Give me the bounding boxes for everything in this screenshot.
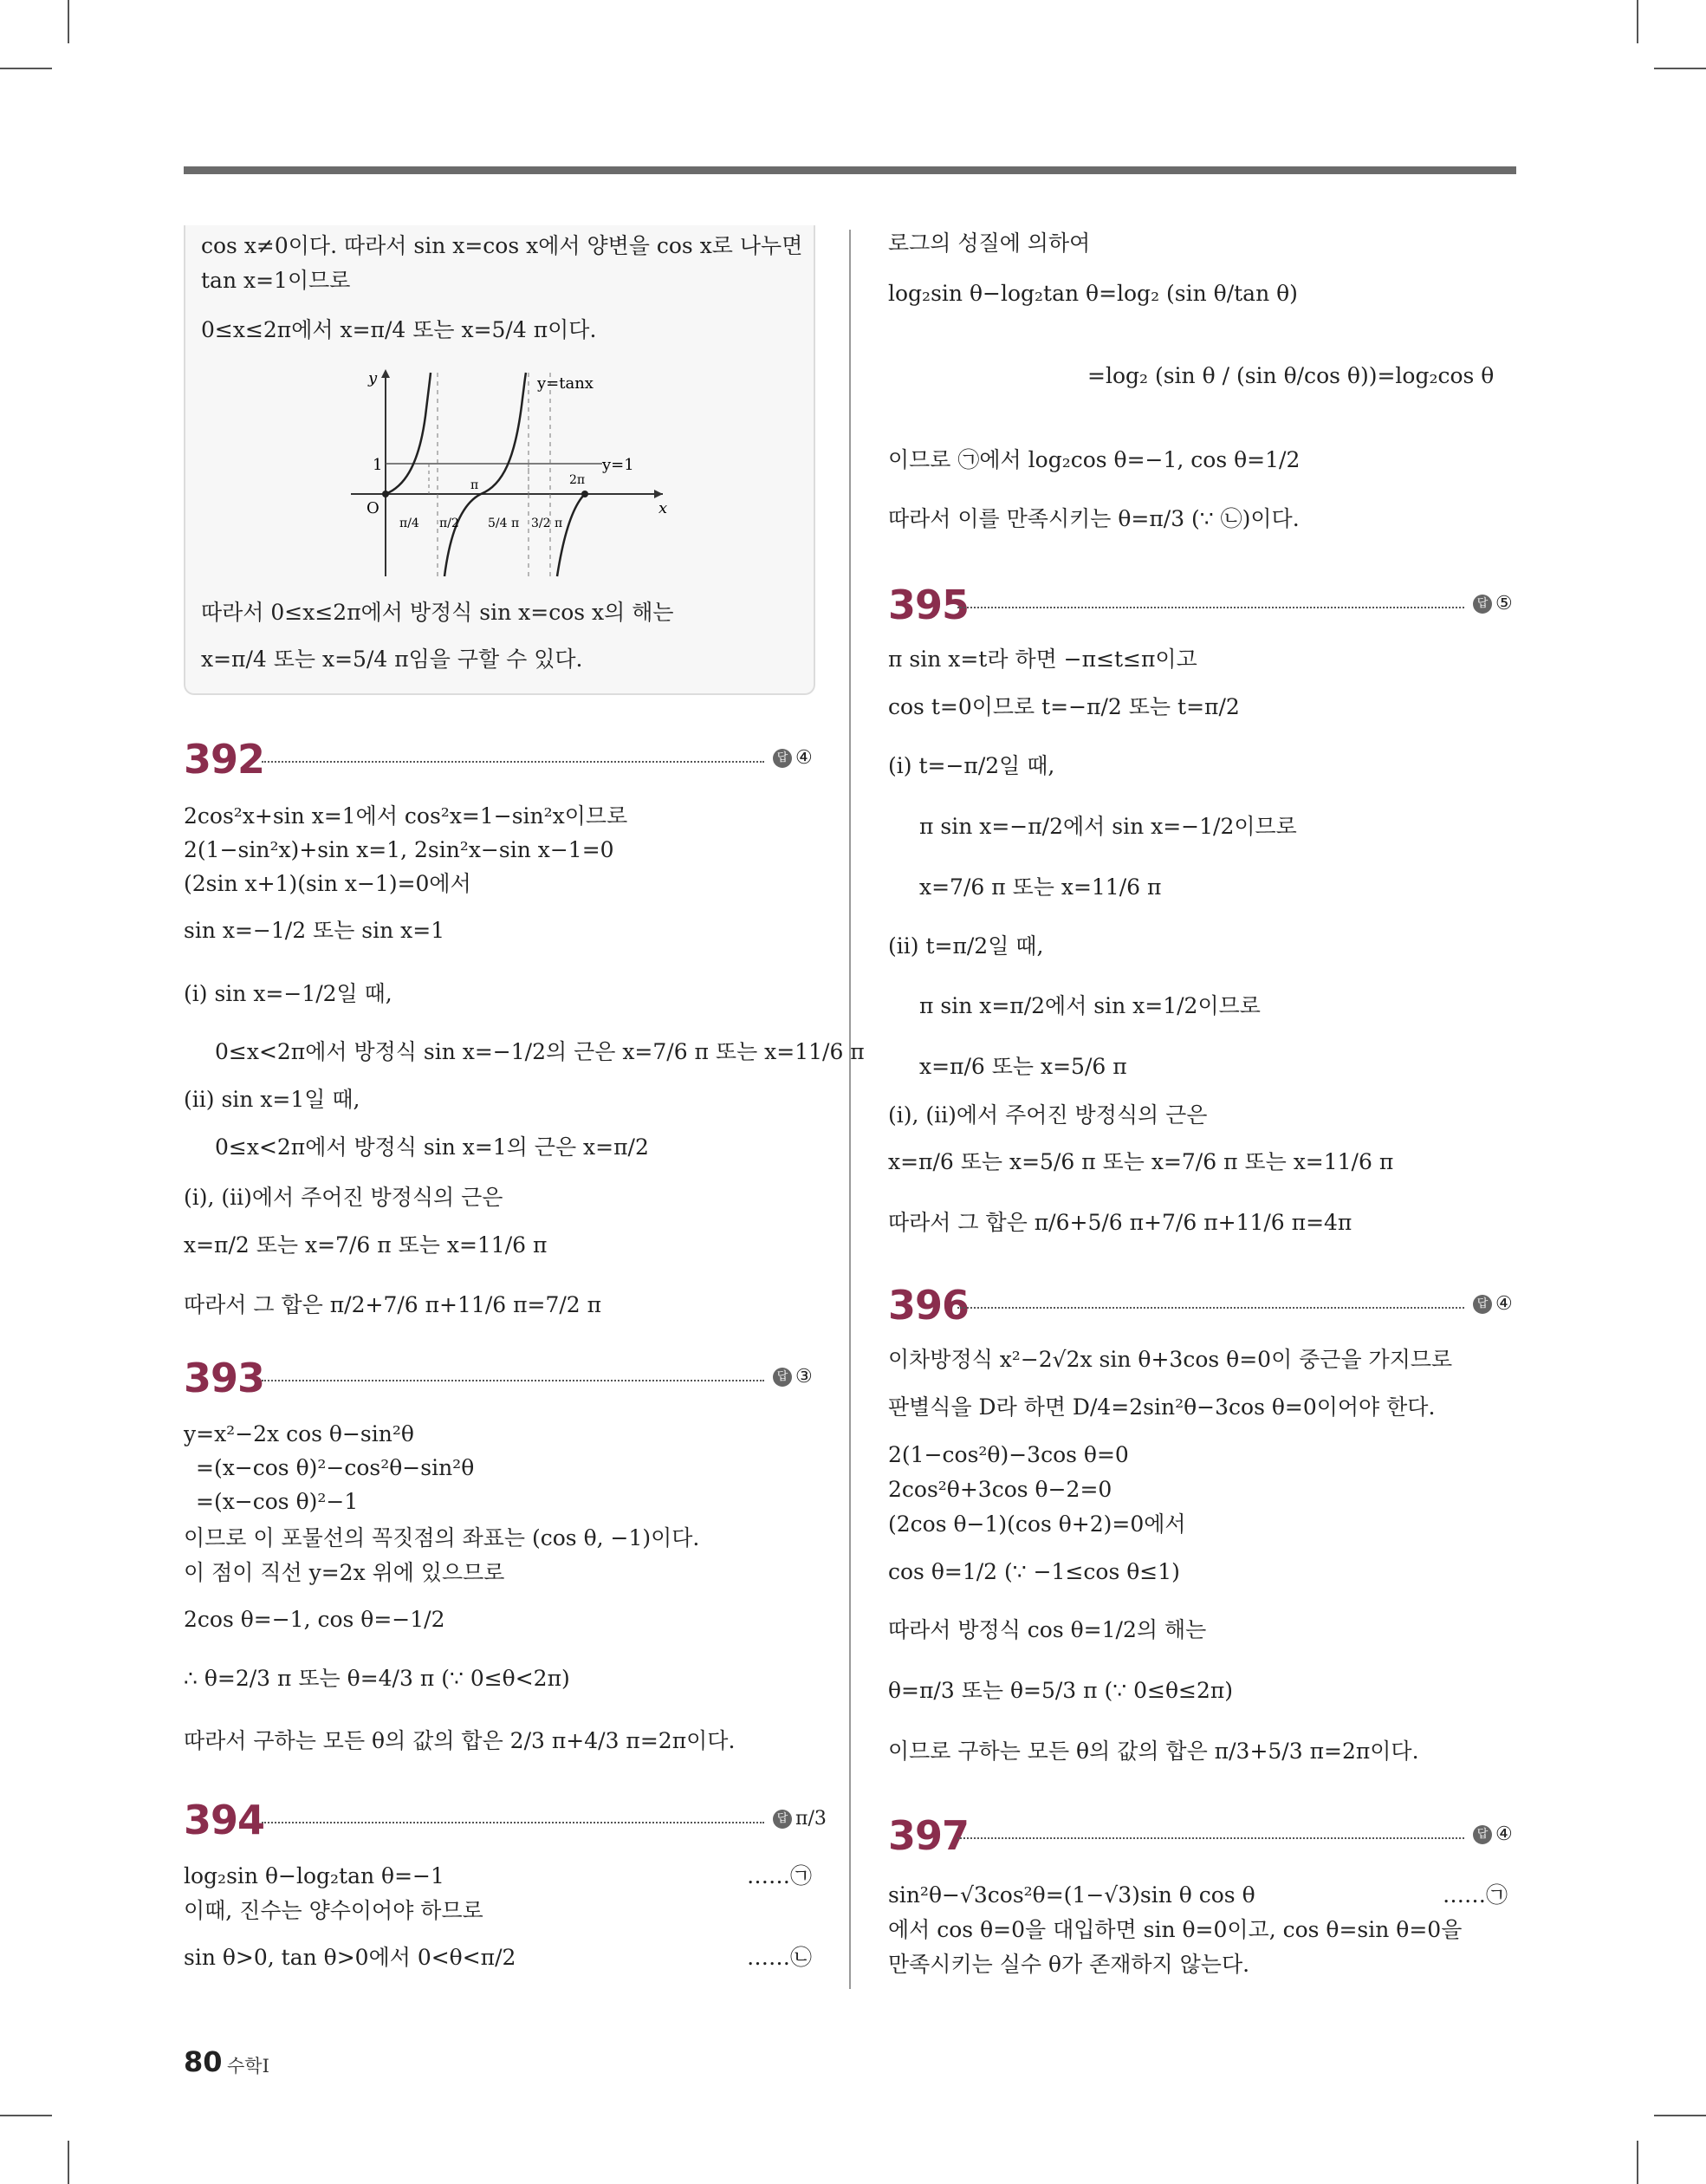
problem-header-397 bbox=[888, 1811, 1516, 1860]
answer bbox=[773, 1808, 827, 1830]
solution-line: 2cos²x+sin x=1에서 cos²x=1−sin²x이므로 bbox=[184, 803, 628, 829]
crop-mark bbox=[0, 68, 52, 69]
subject-label: 수학Ⅰ bbox=[227, 2056, 269, 2077]
dotted-leader bbox=[262, 761, 764, 763]
solution-line: 2cos²θ+3cos θ−2=0 bbox=[888, 1477, 1112, 1502]
solution-line: x=7/6 π 또는 x=11/6 π bbox=[919, 874, 1162, 900]
answer-value: ④ bbox=[1495, 1823, 1513, 1845]
solution-line: 이므로 ㉠에서 log₂cos θ=−1, cos θ=1/2 bbox=[888, 447, 1301, 472]
y-label: y bbox=[368, 369, 378, 387]
tick-label: π/4 bbox=[399, 517, 419, 530]
equation-mark: ……㉠ bbox=[1443, 1882, 1508, 1908]
solution-line: 따라서 구하는 모든 θ의 값의 합은 2/3 π+4/3 π=2π이다. bbox=[184, 1728, 736, 1753]
crop-mark bbox=[1637, 0, 1638, 43]
solution-line: =(x−cos θ)²−cos²θ−sin²θ bbox=[196, 1455, 475, 1480]
solution-line: =log₂ (sin θ / (sin θ/cos θ))=log₂cos θ bbox=[1087, 363, 1495, 388]
point-2pi bbox=[581, 491, 588, 497]
solution-line: 로그의 성질에 의하여 bbox=[888, 231, 1091, 256]
problem-number: 397 bbox=[888, 1812, 970, 1859]
problem-header-392 bbox=[184, 735, 816, 783]
crop-mark bbox=[68, 0, 69, 43]
solution-line: (ⅰ) sin x=−1/2일 때, bbox=[184, 981, 392, 1006]
answer bbox=[773, 1366, 813, 1388]
answer bbox=[1473, 1293, 1513, 1315]
tan-graph bbox=[342, 364, 671, 585]
solution-line: 따라서 이를 만족시키는 θ=π/3 (∵ ㉡)이다. bbox=[888, 506, 1300, 531]
dotted-leader bbox=[957, 1837, 1464, 1839]
answer-value: ④ bbox=[1495, 1293, 1513, 1315]
solution-line: sin θ>0, tan θ>0에서 0<θ<π/2 bbox=[184, 1945, 516, 1970]
solution-line: (ⅱ) sin x=1일 때, bbox=[184, 1087, 360, 1112]
tan-curve bbox=[444, 373, 526, 576]
tan-curve bbox=[557, 494, 585, 576]
solution-line: 2(1−sin²x)+sin x=1, 2sin²x−sin x−1=0 bbox=[184, 837, 614, 862]
column-divider bbox=[849, 230, 851, 1989]
solution-line: 2cos θ=−1, cos θ=−1/2 bbox=[184, 1607, 445, 1632]
problem-header-393 bbox=[184, 1354, 816, 1402]
equation-mark: ……㉠ bbox=[747, 1863, 813, 1888]
answer-value: ④ bbox=[795, 747, 813, 769]
solution-line: (2sin x+1)(sin x−1)=0에서 bbox=[184, 871, 471, 896]
problem-number: 393 bbox=[184, 1355, 265, 1401]
x-arrow-icon bbox=[654, 490, 663, 498]
solution-line: 이때, 진수는 양수이어야 하므로 bbox=[184, 1898, 483, 1923]
solution-line: log₂sin θ−log₂tan θ=−1 bbox=[184, 1863, 444, 1888]
crop-mark bbox=[0, 2115, 52, 2116]
solution-line: (ⅰ), (ⅱ)에서 주어진 방정식의 근은 bbox=[888, 1102, 1208, 1128]
box-line: 0≤x≤2π에서 x=π/4 또는 x=5/4 π이다. bbox=[201, 317, 597, 342]
solution-line: 만족시키는 실수 θ가 존재하지 않는다. bbox=[888, 1952, 1250, 1977]
problem-number: 394 bbox=[184, 1797, 265, 1843]
solution-line: (ⅱ) t=π/2일 때, bbox=[888, 933, 1044, 959]
solution-line: 이차방정식 x²−2√2x sin θ+3cos θ=0이 중근을 가지므로 bbox=[888, 1347, 1453, 1372]
tick-label: 2π bbox=[569, 473, 586, 487]
solution-line: 따라서 그 합은 π/2+7/6 π+11/6 π=7/2 π bbox=[184, 1292, 602, 1317]
solution-line: π sin x=−π/2에서 sin x=−1/2이므로 bbox=[919, 814, 1297, 839]
dotted-leader bbox=[957, 1307, 1464, 1309]
curve-label: y=tanx bbox=[537, 374, 594, 393]
solution-line: sin x=−1/2 또는 sin x=1 bbox=[184, 918, 445, 943]
problem-number: 395 bbox=[888, 582, 970, 628]
crop-mark bbox=[68, 2141, 69, 2184]
solution-line: 이므로 구하는 모든 θ의 값의 합은 π/3+5/3 π=2π이다. bbox=[888, 1739, 1419, 1764]
tick-label: 5/4 π bbox=[488, 517, 520, 530]
solution-line: x=π/6 또는 x=5/6 π bbox=[919, 1054, 1127, 1079]
problem-header-394 bbox=[184, 1796, 827, 1844]
solution-line: sin²θ−√3cos²θ=(1−√3)sin θ cos θ bbox=[888, 1882, 1255, 1908]
answer-icon: 답 bbox=[1473, 595, 1492, 614]
solution-line: 에서 cos θ=0을 대입하면 sin θ=0이고, cos θ=sin θ=0을 bbox=[888, 1917, 1463, 1942]
solution-line: 이므로 이 포물선의 꼭짓점의 좌표는 (cos θ, −1)이다. bbox=[184, 1525, 700, 1550]
answer-value: ③ bbox=[795, 1366, 813, 1388]
solution-line: y=x²−2x cos θ−sin²θ bbox=[184, 1421, 414, 1446]
solution-line: (2cos θ−1)(cos θ+2)=0에서 bbox=[888, 1511, 1186, 1537]
box-line: cos x≠0이다. 따라서 sin x=cos x에서 양변을 cos x로 나누면 bbox=[201, 233, 803, 258]
dotted-leader bbox=[262, 1380, 764, 1381]
answer-icon: 답 bbox=[773, 749, 792, 768]
answer-value: π/3 bbox=[795, 1808, 827, 1830]
tan-curve bbox=[386, 373, 431, 494]
problem-number: 396 bbox=[888, 1282, 970, 1329]
solution-line: 2(1−cos²θ)−3cos θ=0 bbox=[888, 1442, 1129, 1467]
answer-icon: 답 bbox=[1473, 1825, 1492, 1844]
page-number: 80 bbox=[184, 2045, 223, 2078]
solution-line: π sin x=π/2에서 sin x=1/2이므로 bbox=[919, 993, 1261, 1018]
header-rule bbox=[184, 166, 1516, 174]
answer-value: ⑤ bbox=[1495, 593, 1513, 614]
dotted-leader bbox=[262, 1822, 764, 1823]
tick-label: π bbox=[470, 478, 479, 492]
solution-line: 0≤x<2π에서 방정식 sin x=1의 근은 x=π/2 bbox=[215, 1134, 649, 1160]
one-label: 1 bbox=[373, 456, 383, 474]
solution-line: x=π/2 또는 x=7/6 π 또는 x=11/6 π bbox=[184, 1232, 548, 1258]
solution-line: log₂sin θ−log₂tan θ=log₂ (sin θ/tan θ) bbox=[888, 281, 1298, 306]
answer bbox=[1473, 1823, 1513, 1845]
answer bbox=[773, 747, 813, 769]
box-line: 따라서 0≤x≤2π에서 방정식 sin x=cos x의 해는 bbox=[201, 600, 674, 625]
solution-line: x=π/6 또는 x=5/6 π 또는 x=7/6 π 또는 x=11/6 π bbox=[888, 1149, 1394, 1174]
crop-mark bbox=[1637, 2141, 1638, 2184]
solution-line: θ=π/3 또는 θ=5/3 π (∵ 0≤θ≤2π) bbox=[888, 1678, 1234, 1703]
solution-line: (ⅰ) t=−π/2일 때, bbox=[888, 753, 1055, 778]
solution-line: π sin x=t라 하면 −π≤t≤π이고 bbox=[888, 647, 1197, 672]
tick-label: 3/2 π bbox=[531, 517, 563, 530]
answer-icon: 답 bbox=[1473, 1295, 1492, 1314]
origin-label: O bbox=[366, 499, 379, 517]
solution-line: 따라서 그 합은 π/6+5/6 π+7/6 π+11/6 π=4π bbox=[888, 1210, 1352, 1235]
answer-icon: 답 bbox=[773, 1368, 792, 1387]
solution-line: (ⅰ), (ⅱ)에서 주어진 방정식의 근은 bbox=[184, 1185, 503, 1210]
problem-number: 392 bbox=[184, 736, 265, 783]
solution-line: 이 점이 직선 y=2x 위에 있으므로 bbox=[184, 1560, 505, 1585]
problem-header-396 bbox=[888, 1281, 1516, 1329]
answer-icon: 답 bbox=[773, 1810, 792, 1829]
problem-header-395 bbox=[888, 581, 1516, 629]
equation-mark: ……㉡ bbox=[747, 1945, 813, 1970]
solution-line: cos θ=1/2 (∵ −1≤cos θ≤1) bbox=[888, 1559, 1180, 1584]
crop-mark bbox=[1654, 68, 1706, 69]
box-line: tan x=1이므로 bbox=[201, 268, 351, 293]
x-label: x bbox=[658, 499, 668, 517]
line-label: y=1 bbox=[602, 456, 634, 474]
solution-line: 판별식을 D라 하면 D/4=2sin²θ−3cos θ=0이어야 한다. bbox=[888, 1394, 1436, 1420]
solution-line: ∴ θ=2/3 π 또는 θ=4/3 π (∵ 0≤θ<2π) bbox=[184, 1666, 570, 1691]
answer bbox=[1473, 593, 1513, 614]
box-line: x=π/4 또는 x=5/4 π임을 구할 수 있다. bbox=[201, 647, 583, 672]
solution-line: 따라서 방정식 cos θ=1/2의 해는 bbox=[888, 1617, 1207, 1642]
y-arrow-icon bbox=[381, 369, 390, 378]
solution-line: =(x−cos θ)²−1 bbox=[196, 1489, 359, 1514]
tick-label: π/2 bbox=[439, 517, 459, 530]
solution-line: cos t=0이므로 t=−π/2 또는 t=π/2 bbox=[888, 694, 1240, 719]
origin-point bbox=[382, 491, 389, 497]
dotted-leader bbox=[957, 607, 1464, 608]
solution-line: 0≤x<2π에서 방정식 sin x=−1/2의 근은 x=7/6 π 또는 x=11/6 π bbox=[215, 1039, 865, 1064]
crop-mark bbox=[1654, 2115, 1706, 2116]
